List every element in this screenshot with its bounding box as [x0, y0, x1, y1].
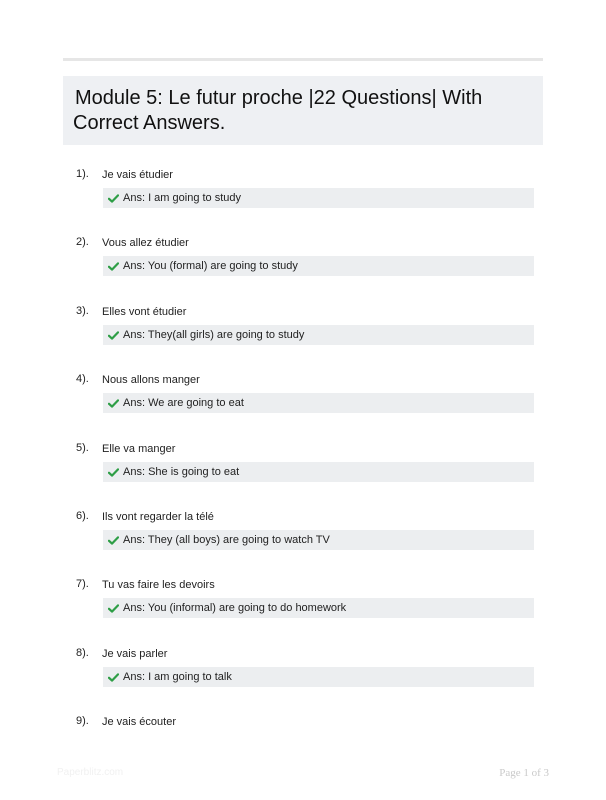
question-item [0, 374, 606, 434]
answer-text: Ans: I am going to talk [123, 671, 232, 683]
answer-text: Ans: I am going to study [123, 192, 242, 204]
answer-text: Ans: We are going to eat [123, 397, 244, 409]
page-number: Page 1 of 3 [499, 767, 549, 779]
answer-box [103, 667, 534, 687]
page-title: Module 5: Le futur proche |22 Questions| With Correct Answers. [73, 87, 483, 134]
answer-box [103, 256, 534, 276]
top-divider [63, 58, 543, 61]
answer-text: Ans: You (informal) are going to do homework [123, 602, 347, 614]
question-number: 6). [76, 510, 89, 522]
question-text: Je vais étudier [102, 169, 173, 181]
answer-box [103, 325, 534, 345]
question-number: 2). [76, 236, 89, 248]
question-item [0, 443, 606, 503]
check-icon [108, 673, 119, 682]
question-item [0, 169, 606, 229]
question-item [0, 511, 606, 571]
answer-box [103, 530, 534, 550]
answer-text: Ans: They(all girls) are going to study [123, 329, 305, 341]
question-text: Tu vas faire les devoirs [102, 579, 215, 591]
check-icon [108, 536, 119, 545]
question-number: 8). [76, 647, 89, 659]
title-banner [63, 76, 543, 145]
answer-text: Ans: They (all boys) are going to watch TV [123, 534, 330, 546]
footer-site: Paperblitz.com [57, 767, 124, 778]
question-item [0, 648, 606, 708]
question-item [0, 237, 606, 297]
question-text: Nous allons manger [102, 374, 200, 386]
check-icon [108, 399, 119, 408]
answer-box [103, 393, 534, 413]
answer-text: Ans: She is going to eat [123, 466, 240, 478]
question-text: Elle va manger [102, 443, 176, 455]
question-number: 3). [76, 305, 89, 317]
answer-box [103, 462, 534, 482]
check-icon [108, 604, 119, 613]
question-text: Ils vont regarder la télé [102, 511, 214, 523]
question-number: 9). [76, 715, 89, 727]
question-number: 1). [76, 168, 89, 180]
check-icon [108, 331, 119, 340]
question-text: Je vais parler [102, 648, 168, 660]
answer-box [103, 188, 534, 208]
question-item [0, 579, 606, 639]
answer-text: Ans: You (formal) are going to study [123, 260, 298, 272]
check-icon [108, 194, 119, 203]
question-number: 4). [76, 373, 89, 385]
check-icon [108, 468, 119, 477]
check-icon [108, 262, 119, 271]
question-number: 7). [76, 578, 89, 590]
question-text: Elles vont étudier [102, 306, 187, 318]
question-number: 5). [76, 442, 89, 454]
question-text: Vous allez étudier [102, 237, 189, 249]
question-item [0, 306, 606, 366]
question-text: Je vais écouter [102, 716, 176, 728]
answer-box [103, 598, 534, 618]
